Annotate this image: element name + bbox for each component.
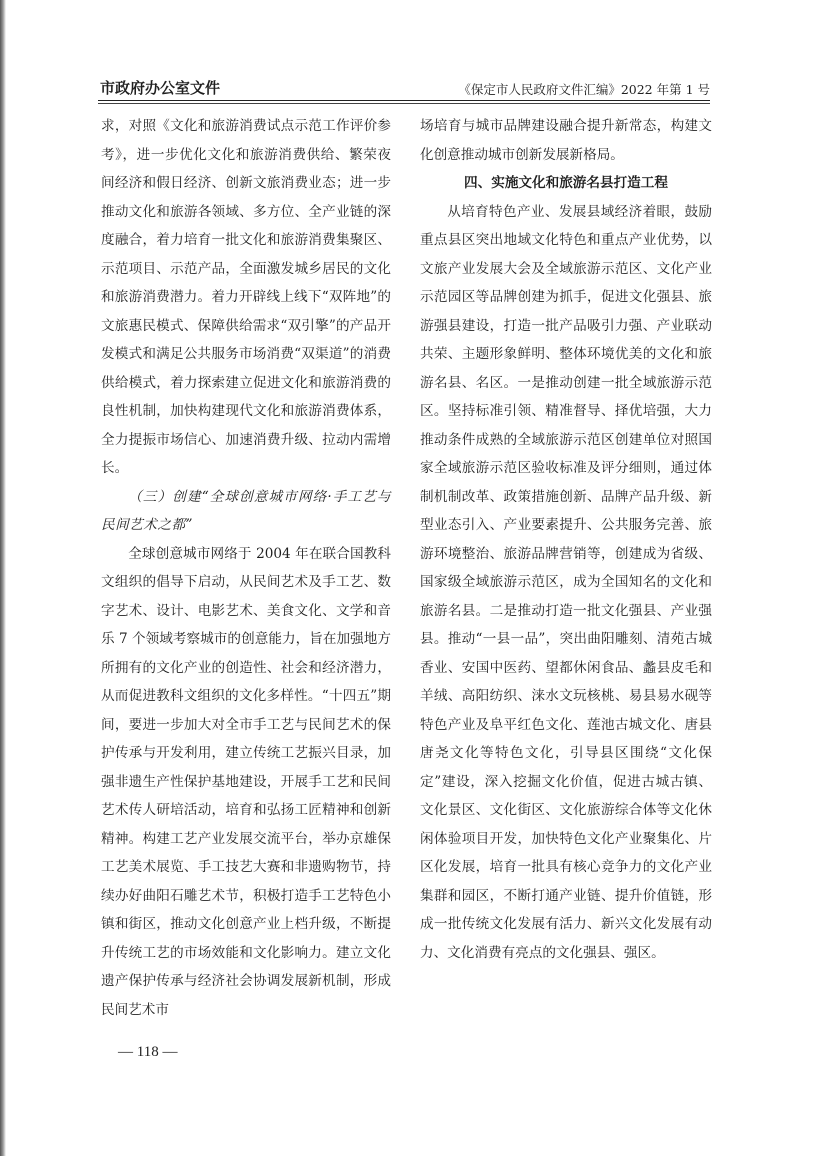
right-paragraph-2: 从培育特色产业、发展县域经济着眼，鼓励重点县区突出地域文化特色和重点产业优势，以文旅产业发展大会及全域旅游示范区、文化产业示范园区等品牌创建为抓手，促进文化强县、旅游强县建设，打造一批产品吸引力强、产业联动共荣、主题形象鲜明、整体环境优美的文化和旅游名县、名区。一是推动创建一批全域旅游示范区。坚持标准引领、精准督导、择优培强，大力推动条件成熟的全域旅游示范区创建单位对照国家全域旅游示范区验收标准及评分细则，通过体制机制改革、政策措施创新、品牌产品升级、新型业态引入、产业要素提升、公共服务完善、旅游环境整治、旅游品牌营销等，创建成为省级、国家级全域旅游示范区，成为全国知名的文化和旅游名县。二是推动打造一批文化强县、产业强县。推动“一县一品”，突出曲阳雕刻、清苑古城香业、安国中医药、望都休闲食品、蠡县皮毛和羊绒、高阳纺织、涞水文玩核桃、易县易水砚等特色产业及阜平红色文化、莲池古城文化、唐县唐尧文化等特色文化，引导县区围绕“文化保定”建设，深入挖掘文化价值，促进古城古镇、文化景区、文化街区、文化旅游综合体等文化休闲体验项目开发，加快特色文化产业聚集化、片区化发展，培育一批具有核心竞争力的文化产业集群和园区，不断打通产业链、提升价值链，形成一批传统文化发展有活力、新兴文化发展有动力、文化消费有亮点的文化强县、强区。 bbox=[420, 203, 712, 961]
right-column bbox=[420, 112, 712, 967]
section-heading-3: （三）创建“全球创意城市网络·手工艺与民间艺术之都” bbox=[101, 488, 391, 533]
right-paragraph-1: 场培育与城市品牌建设融合提升新常态，构建文化创意推动城市创新发展新格局。 bbox=[420, 118, 712, 163]
section-heading-4: 四、实施文化和旅游名县打造工程 bbox=[464, 175, 668, 191]
left-column bbox=[101, 112, 391, 1024]
left-paragraph-2: 全球创意城市网络于 2004 年在联合国教科文组织的倡导下启动，从民间艺术及手工艺、数字艺术、设计、电影艺术、美食文化、文学和音乐 7 个领域考察城市的创意能力，旨在加强地方所拥有的文化产业的创造性、社会和经济潜力，从而促进教科文组织的文化多样性。“十四五”期间，要进一步加大对全市手工艺与民间艺术的保护传承与开发利用，建立传统工艺振兴目录，加强非遗生产性保护基地建设，开展手工艺和民间艺术传人研培活动，培育和弘扬工匠精神和创新精神。构建工艺产业发展交流平台，举办京雄保工艺美术展览、手工技艺大赛和非遗购物节，持续办好曲阳石雕艺术节，积极打造手工艺特色小镇和街区，推动文化创意产业上档升级，不断提升传统工艺的市场效能和文化影响力。建立文化遗产保护传承与经济社会协调发展新机制，形成民间艺术市 bbox=[101, 545, 391, 1018]
page-number: — 118 — bbox=[118, 1044, 178, 1060]
scan-page-edge bbox=[0, 0, 6, 1156]
header-publication-title: 《保定市人民政府文件汇编》2022 年第 1 号 bbox=[458, 82, 710, 97]
header-section-title: 市政府办公室文件 bbox=[100, 79, 221, 97]
left-paragraph-1: 求，对照《文化和旅游消费试点示范工作评价参考》，进一步优化文化和旅游消费供给、繁荣夜间经济和假日经济、创新文旅消费业态；进一步推动文化和旅游各领域、多方位、全产业链的深度融合，着力培育一批文化和旅游消费集聚区、示范项目、示范产品，全面激发城乡居民的文化和旅游消费潜力。着力开辟线上线下“双阵地”的文旅惠民模式、保障供给需求“双引擎”的产品开发模式和满足公共服务市场消费“双渠道”的消费供给模式，着力探索建立促进文化和旅游消费的良性机制，加快构建现代文化和旅游消费体系，全力提振市场信心、加速消费升级、拉动内需增长。 bbox=[101, 118, 391, 476]
header-rule bbox=[98, 100, 710, 104]
